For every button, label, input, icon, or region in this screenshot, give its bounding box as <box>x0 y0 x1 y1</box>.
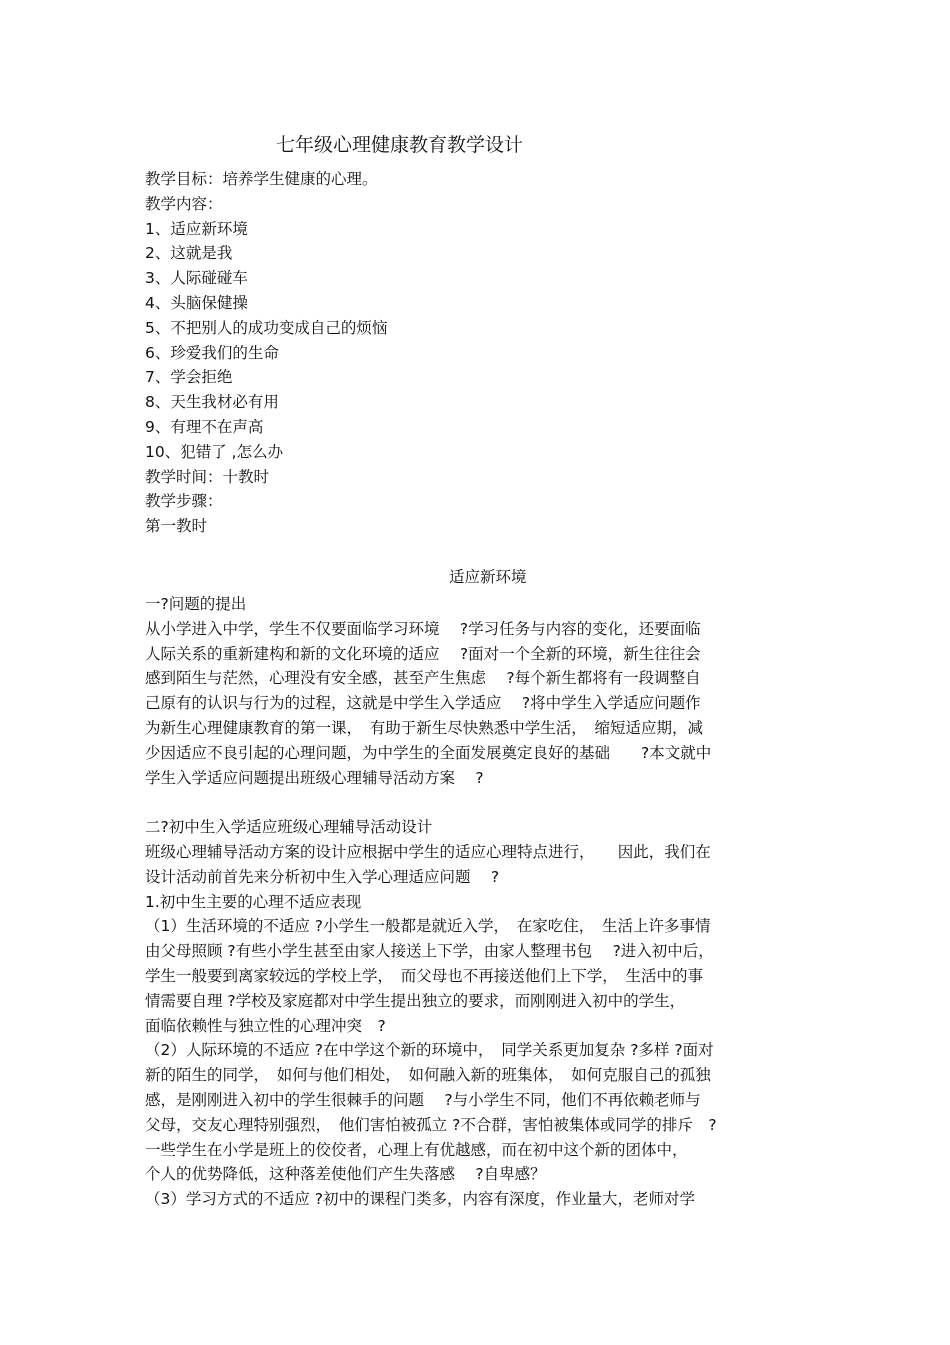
document-title: 七年级心理健康教育教学设计 <box>276 134 524 156</box>
list-item: 5、不把别人的成功变成自己的烦恼 <box>145 318 388 337</box>
paragraph-line: 由父母照顾 ?有些小学生甚至由家人接送上下学，由家人整理书包 ?进入初中后， <box>145 942 714 961</box>
text-line: 教学步骤： <box>145 492 223 511</box>
paragraph-line: 学生入学适应问题提出班级心理辅导活动方案 ? <box>145 768 484 787</box>
paragraph-gap <box>145 790 825 815</box>
text-line: 第一教时 <box>145 517 208 536</box>
paragraph-line: 面临依赖性与独立性的心理冲突 ? <box>145 1016 386 1035</box>
section-body <box>145 592 825 1212</box>
paragraph-line: （1）生活环境的不适应 ?小学生一般都是就近入学， 在家吃住， 生活上许多事情 <box>145 917 711 936</box>
paragraph-line: 情需要自理 ?学校及家庭都对中学生提出独立的要求，而刚刚进入初中的学生， <box>145 991 686 1010</box>
paragraph-line: 感到陌生与茫然，心理没有安全感，甚至产生焦虑 ?每个新生都将有一段调整自 <box>145 669 701 688</box>
paragraph-line: 设计活动前首先来分析初中生入学心理适应问题 ? <box>145 867 500 886</box>
paragraph-line: 为新生心理健康教育的第一课， 有助于新生尽快熟悉中学生活， 缩短适应期，减 <box>145 718 704 737</box>
paragraph-line: 一些学生在小学是班上的佼佼者，心理上有优越感，而在初中这个新的团体中， <box>145 1140 688 1159</box>
subheading: 一?问题的提出 <box>145 595 247 613</box>
list-item: 1、适应新环境 <box>145 219 248 238</box>
header-lines <box>145 167 825 539</box>
paragraph-line: 从小学进入中学，学生不仅要面临学习环境 ?学习任务与内容的变化，还要面临 <box>145 619 701 638</box>
paragraph-line: 感，是刚刚进入初中的学生很棘手的问题 ?与小学生不同，他们不再依赖老师与 <box>145 1090 701 1109</box>
list-item: 4、头脑保健操 <box>145 293 248 312</box>
list-item: 6、珍爱我们的生命 <box>145 343 279 362</box>
text-line: 教学内容： <box>145 194 223 213</box>
paragraph-line: 少因适应不良引起的心理问题，为中学生的全面发展奠定良好的基础 ?本文就中 <box>145 743 712 762</box>
list-item: 2、这就是我 <box>145 244 233 263</box>
section-title: 适应新环境 <box>449 568 527 586</box>
paragraph-line: 己原有的认识与行为的过程，这就是中学生入学适应 ?将中学生入学适应问题作 <box>145 694 701 713</box>
paragraph-line: （2）人际环境的不适应 ?在中学这个新的环境中， 同学关系更加复杂 ?多样 ?面对 <box>145 1041 714 1060</box>
paragraph-line: 新的陌生的同学， 如何与他们相处， 如何融入新的班集体， 如何克服自己的孤独 <box>145 1066 711 1085</box>
paragraph-line: 个人的优势降低，这种落差使他们产生失落感 ?自卑感？ <box>145 1165 546 1184</box>
list-item: 9、有理不在声高 <box>145 417 264 436</box>
paragraph-line: （3）学习方式的不适应 ?初中的课程门类多，内容有深度，作业量大，老师对学 <box>145 1190 696 1209</box>
list-item: 8、天生我材必有用 <box>145 393 279 412</box>
text-line: 教学目标：培养学生健康的心理。 <box>145 170 378 188</box>
list-item: 3、人际碰碰车 <box>145 269 248 288</box>
paragraph-line: 学生一般要到离家较远的学校上学， 而父母也不再接送他们上下学， 生活中的事 <box>145 966 704 985</box>
paragraph-line: 班级心理辅导活动方案的设计应根据中学生的适应心理特点进行， 因此，我们在 <box>145 842 711 861</box>
subheading: 1.初中生主要的心理不适应表现 <box>145 892 362 911</box>
list-item: 7、学会拒绝 <box>145 368 233 387</box>
subheading: 二?初中生入学适应班级心理辅导活动设计 <box>145 818 433 837</box>
text-line: 教学时间：十教时 <box>145 467 270 486</box>
list-item: 10、犯错了 ,怎么办 <box>145 442 284 461</box>
paragraph-line: 父母，交友心理特别强烈， 他们害怕被孤立 ?不合群，害怕被集体或同学的排斥 ? <box>145 1115 717 1134</box>
paragraph-line: 人际关系的重新建构和新的文化环境的适应 ?面对一个全新的环境，新生往往会 <box>145 644 701 663</box>
